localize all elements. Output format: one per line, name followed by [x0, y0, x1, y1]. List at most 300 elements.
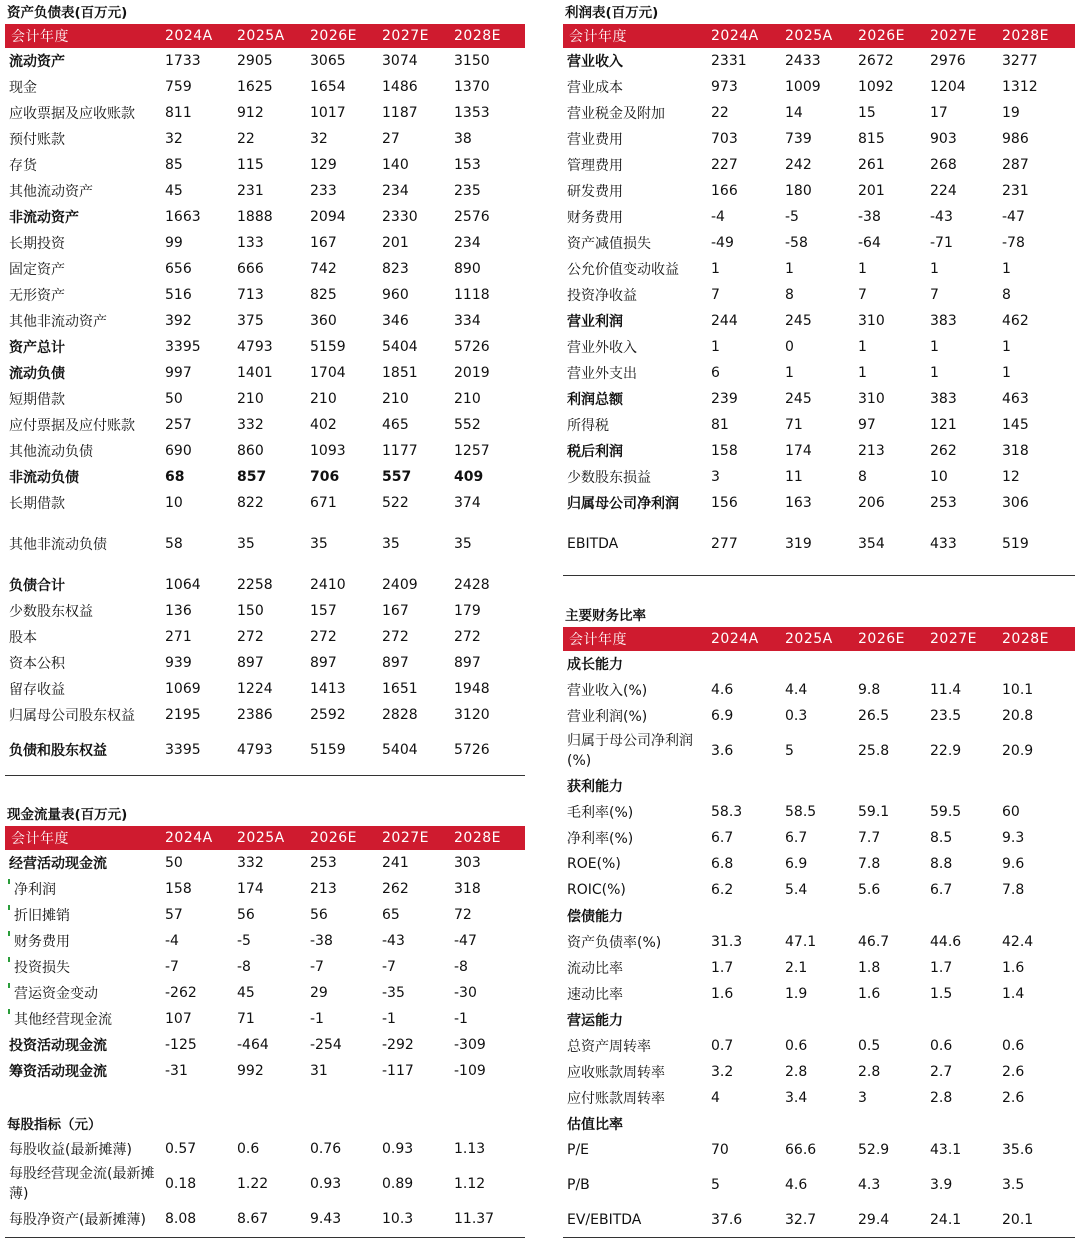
- value-cell: 253: [310, 855, 337, 871]
- table-row: [5, 1032, 525, 1058]
- value-cell: 1: [858, 365, 867, 381]
- value-cell: 32.7: [785, 1212, 817, 1228]
- value-cell: 140: [382, 157, 409, 173]
- value-cell: 121: [930, 417, 957, 433]
- value-cell: 2386: [237, 707, 273, 723]
- value-cell: 174: [785, 443, 812, 459]
- table-row: [563, 1033, 1075, 1059]
- row-label: 营业费用: [567, 132, 623, 148]
- value-cell: 903: [930, 131, 957, 147]
- value-cell: 29.4: [858, 1212, 890, 1228]
- table-row: [5, 928, 525, 954]
- value-cell: 8: [858, 469, 867, 485]
- value-cell: 68: [165, 469, 185, 485]
- table-row: [563, 464, 1075, 490]
- value-cell: 210: [382, 391, 409, 407]
- value-cell: [711, 903, 785, 929]
- row-label: 短期借款: [9, 392, 65, 408]
- table-row: [5, 1058, 525, 1084]
- value-cell: 71: [237, 1011, 255, 1027]
- value-cell: [785, 516, 858, 531]
- value-cell: 231: [237, 183, 264, 199]
- table-row: [563, 100, 1075, 126]
- income-statement-bottom-rule: [563, 575, 1075, 576]
- table-row: [5, 598, 525, 624]
- table-row: [5, 256, 525, 282]
- value-cell: 32: [310, 131, 328, 147]
- value-cell: 65: [382, 907, 400, 923]
- value-cell: 4.6: [785, 1177, 808, 1193]
- value-cell: 1654: [310, 79, 346, 95]
- value-cell: 201: [382, 235, 409, 251]
- row-label: [5, 516, 165, 531]
- value-cell: 815: [858, 131, 885, 147]
- value-cell: [930, 1007, 1002, 1033]
- value-cell: [1002, 1007, 1075, 1033]
- row-label: 投资净收益: [567, 288, 637, 304]
- value-cell: -43: [382, 933, 405, 949]
- value-cell: 346: [382, 313, 409, 329]
- value-cell: -78: [1002, 235, 1025, 251]
- value-cell: 81: [711, 417, 729, 433]
- value-cell: 25.8: [858, 743, 890, 759]
- value-cell: -4: [165, 933, 179, 949]
- per-share-section: [5, 1114, 525, 1232]
- value-cell: 2.7: [930, 1064, 953, 1080]
- value-cell: 822: [237, 495, 264, 511]
- value-cell: 0.93: [310, 1176, 342, 1192]
- table-row: [5, 702, 525, 728]
- value-cell: 992: [237, 1063, 264, 1079]
- table-row: [5, 334, 525, 360]
- per-share-title: 每股指标（元）: [7, 1117, 102, 1133]
- header-year-cell: 2025A: [237, 28, 285, 44]
- value-cell: 3065: [310, 53, 346, 69]
- row-label: 所得税: [567, 418, 609, 434]
- value-cell: 4793: [237, 339, 273, 355]
- value-cell: [711, 1111, 785, 1137]
- value-cell: 3120: [454, 707, 490, 723]
- value-cell: 1: [930, 365, 939, 381]
- value-cell: 174: [237, 881, 264, 897]
- header-year-cell: 2028E: [1002, 631, 1049, 647]
- value-cell: 60: [1002, 804, 1020, 820]
- table-row: [563, 1137, 1075, 1163]
- value-cell: 58.3: [711, 804, 743, 820]
- value-cell: 150: [237, 603, 264, 619]
- row-label: 营业外收入: [567, 340, 637, 356]
- value-cell: 2428: [454, 577, 490, 593]
- value-cell: 522: [382, 495, 409, 511]
- table-row: [5, 464, 525, 490]
- table-row: [5, 1206, 525, 1232]
- income-statement-title: 利润表(百万元): [565, 5, 659, 21]
- value-cell: 271: [165, 629, 192, 645]
- table-row: [5, 204, 525, 230]
- income-statement-section: [563, 2, 1075, 557]
- value-cell: 671: [310, 495, 337, 511]
- value-cell: 167: [382, 603, 409, 619]
- value-cell: 11.37: [454, 1211, 495, 1227]
- value-cell: 272: [454, 629, 481, 645]
- value-cell: -7: [382, 959, 396, 975]
- table-row: [563, 74, 1075, 100]
- value-cell: [382, 557, 454, 572]
- value-cell: [930, 651, 1002, 677]
- value-cell: 0.6: [237, 1141, 260, 1157]
- value-cell: 20.8: [1002, 708, 1034, 724]
- value-cell: 1.6: [1002, 960, 1025, 976]
- value-cell: 1948: [454, 681, 490, 697]
- value-cell: 2828: [382, 707, 418, 723]
- value-cell: 2410: [310, 577, 346, 593]
- value-cell: 241: [382, 855, 409, 871]
- value-cell: 4793: [237, 742, 273, 758]
- value-cell: -109: [454, 1063, 486, 1079]
- value-cell: 35: [454, 536, 472, 552]
- value-cell: 1: [1002, 339, 1011, 355]
- value-cell: 8: [785, 287, 794, 303]
- row-label: 长期投资: [9, 236, 65, 252]
- value-cell: 115: [237, 157, 264, 173]
- value-cell: 47.1: [785, 934, 817, 950]
- value-cell: -1: [454, 1011, 468, 1027]
- value-cell: 1: [711, 261, 720, 277]
- value-cell: [711, 651, 785, 677]
- value-cell: [785, 903, 858, 929]
- value-cell: 5159: [310, 742, 346, 758]
- header-row: [5, 24, 525, 48]
- row-label: 资产负债率(%): [567, 935, 662, 951]
- table-row: [563, 851, 1075, 877]
- income-statement-body: [563, 48, 1075, 557]
- value-cell: 3.2: [711, 1064, 734, 1080]
- value-cell: 0.76: [310, 1141, 342, 1157]
- value-cell: -125: [165, 1037, 197, 1053]
- value-cell: 742: [310, 261, 337, 277]
- value-cell: 1353: [454, 105, 490, 121]
- value-cell: 156: [711, 495, 738, 511]
- value-cell: 1064: [165, 577, 201, 593]
- value-cell: 59.5: [930, 804, 962, 820]
- value-cell: 7.7: [858, 830, 881, 846]
- value-cell: 38: [454, 131, 472, 147]
- value-cell: -5: [237, 933, 251, 949]
- value-cell: -38: [310, 933, 333, 949]
- value-cell: 22.9: [930, 743, 962, 759]
- table-row: [563, 955, 1075, 981]
- value-cell: 245: [785, 391, 812, 407]
- value-cell: -1: [310, 1011, 324, 1027]
- value-cell: 239: [711, 391, 738, 407]
- value-cell: [1002, 773, 1075, 799]
- header-row: [563, 627, 1075, 651]
- row-label: 偿债能力: [567, 909, 623, 925]
- value-cell: 1.5: [930, 986, 953, 1002]
- value-cell: 233: [310, 183, 337, 199]
- value-cell: 167: [310, 235, 337, 251]
- balance-sheet-table: [5, 24, 525, 772]
- value-cell: 986: [1002, 131, 1029, 147]
- value-cell: 4: [711, 1090, 720, 1106]
- value-cell: 7: [711, 287, 720, 303]
- value-cell: 3.5: [1002, 1177, 1025, 1193]
- row-label: 财务费用: [5, 928, 165, 954]
- value-cell: 50: [165, 855, 183, 871]
- value-cell: 213: [310, 881, 337, 897]
- table-row: [5, 230, 525, 256]
- value-cell: 1092: [858, 79, 894, 95]
- value-cell: 2019: [454, 365, 490, 381]
- value-cell: 99: [165, 235, 183, 251]
- header-year-cell: 2027E: [382, 28, 429, 44]
- value-cell: 245: [785, 313, 812, 329]
- value-cell: 7.8: [858, 856, 881, 872]
- value-cell: 46.7: [858, 934, 890, 950]
- value-cell: 1118: [454, 287, 490, 303]
- row-label: 股本: [9, 630, 37, 646]
- row-label: 总资产周转率: [567, 1039, 651, 1055]
- header-year-cell: 2024A: [711, 631, 759, 647]
- value-cell: 6.7: [785, 830, 808, 846]
- header-year-cell: 2026E: [310, 830, 357, 846]
- row-label: 营业收入: [567, 54, 623, 70]
- table-row: [5, 490, 525, 516]
- row-label: ROE(%): [567, 856, 621, 872]
- value-cell: [930, 516, 1002, 531]
- value-cell: 1888: [237, 209, 273, 225]
- row-label: 估值比率: [567, 1117, 623, 1133]
- value-cell: 1.4: [1002, 986, 1025, 1002]
- value-cell: 960: [382, 287, 409, 303]
- value-cell: 897: [454, 655, 481, 671]
- value-cell: 463: [1002, 391, 1029, 407]
- row-label: 应收票据及应收账款: [9, 106, 135, 122]
- value-cell: 433: [930, 536, 957, 552]
- value-cell: 3.9: [930, 1177, 953, 1193]
- value-cell: 713: [237, 287, 264, 303]
- value-cell: 857: [237, 469, 267, 485]
- value-cell: 973: [711, 79, 738, 95]
- value-cell: 59.1: [858, 804, 890, 820]
- value-cell: 666: [237, 261, 264, 277]
- table-row: [5, 48, 525, 74]
- value-cell: 27: [382, 131, 400, 147]
- value-cell: 825: [310, 287, 337, 303]
- value-cell: 1204: [930, 79, 966, 95]
- value-cell: 360: [310, 313, 337, 329]
- value-cell: -8: [237, 959, 251, 975]
- row-label: 每股收益(最新摊薄): [9, 1142, 132, 1158]
- value-cell: 318: [454, 881, 481, 897]
- value-cell: 179: [454, 603, 481, 619]
- row-label: P/E: [567, 1142, 590, 1158]
- row-label: ROIC(%): [567, 882, 626, 898]
- value-cell: 392: [165, 313, 192, 329]
- value-cell: -43: [930, 209, 953, 225]
- value-cell: -4: [711, 209, 725, 225]
- value-cell: 3: [858, 1090, 867, 1106]
- value-cell: 5: [711, 1177, 720, 1193]
- table-row: [563, 438, 1075, 464]
- value-cell: 180: [785, 183, 812, 199]
- value-cell: 57: [165, 907, 183, 923]
- value-cell: 6.7: [930, 882, 953, 898]
- row-label: 投资损失: [5, 954, 165, 980]
- table-row: [563, 386, 1075, 412]
- row-label: 营业外支出: [567, 366, 637, 382]
- value-cell: 465: [382, 417, 409, 433]
- table-row: [563, 308, 1075, 334]
- cash-flow-body: [5, 850, 525, 1084]
- value-cell: 6.9: [785, 856, 808, 872]
- value-cell: 56: [310, 907, 328, 923]
- value-cell: 997: [165, 365, 192, 381]
- row-label: 筹资活动现金流: [9, 1064, 107, 1080]
- row-label: 利润总额: [567, 392, 623, 408]
- value-cell: 234: [382, 183, 409, 199]
- income-statement-table: [563, 24, 1075, 557]
- value-cell: 9.8: [858, 682, 881, 698]
- value-cell: 23.5: [930, 708, 962, 724]
- row-label: 营运能力: [567, 1013, 623, 1029]
- value-cell: 1: [858, 261, 867, 277]
- value-cell: 6.7: [711, 830, 734, 846]
- value-cell: 52.9: [858, 1142, 890, 1158]
- value-cell: 1.6: [858, 986, 881, 1002]
- value-cell: [858, 651, 930, 677]
- value-cell: 1: [711, 339, 720, 355]
- value-cell: 2976: [930, 53, 966, 69]
- value-cell: 1017: [310, 105, 346, 121]
- table-row: [563, 981, 1075, 1007]
- value-cell: [930, 773, 1002, 799]
- value-cell: -47: [454, 933, 477, 949]
- table-row: [563, 825, 1075, 851]
- header-year-cell: 2027E: [930, 631, 977, 647]
- row-label: 应付票据及应付账款: [9, 418, 135, 434]
- value-cell: 2331: [711, 53, 747, 69]
- value-cell: 890: [454, 261, 481, 277]
- row-label: EV/EBITDA: [567, 1212, 642, 1228]
- value-cell: -5: [785, 209, 799, 225]
- table-row: [5, 282, 525, 308]
- ratios-title: 主要财务比率: [565, 608, 646, 624]
- value-cell: 354: [858, 536, 885, 552]
- value-cell: 1.6: [711, 986, 734, 1002]
- header-year-cell: 2026E: [858, 631, 905, 647]
- value-cell: 5.6: [858, 882, 881, 898]
- value-cell: [711, 516, 785, 531]
- table-row: [5, 850, 525, 876]
- row-label: 无形资产: [9, 288, 65, 304]
- balance-sheet-section: [5, 2, 525, 772]
- value-cell: 201: [858, 183, 885, 199]
- value-cell: 1663: [165, 209, 201, 225]
- value-cell: 163: [785, 495, 812, 511]
- value-cell: 2.8: [858, 1064, 881, 1080]
- value-cell: 462: [1002, 313, 1029, 329]
- value-cell: 1187: [382, 105, 418, 121]
- value-cell: 1069: [165, 681, 201, 697]
- value-cell: -254: [310, 1037, 342, 1053]
- value-cell: 42.4: [1002, 934, 1034, 950]
- table-row: [563, 1163, 1075, 1207]
- value-cell: 519: [1002, 536, 1029, 552]
- header-year-cell: 2024A: [165, 830, 213, 846]
- value-cell: [310, 516, 382, 531]
- value-cell: [785, 651, 858, 677]
- value-cell: 2576: [454, 209, 490, 225]
- value-cell: 7: [930, 287, 939, 303]
- value-cell: 10.3: [382, 1211, 414, 1227]
- row-label: 应付账款周转率: [567, 1091, 665, 1107]
- value-cell: 656: [165, 261, 192, 277]
- value-cell: 0.93: [382, 1141, 414, 1157]
- header-row: [5, 826, 525, 850]
- row-label: 税后利润: [567, 444, 623, 460]
- value-cell: 0.6: [930, 1038, 953, 1054]
- value-cell: -35: [382, 985, 405, 1001]
- value-cell: 262: [930, 443, 957, 459]
- value-cell: 3150: [454, 53, 490, 69]
- value-cell: 2.6: [1002, 1064, 1025, 1080]
- value-cell: 5159: [310, 339, 346, 355]
- value-cell: 1.7: [930, 960, 953, 976]
- row-label: 营业利润: [567, 314, 623, 330]
- row-label: 固定资产: [9, 262, 65, 278]
- value-cell: 2672: [858, 53, 894, 69]
- table-row: [5, 1162, 525, 1206]
- value-cell: [858, 516, 930, 531]
- value-cell: 1651: [382, 681, 418, 697]
- value-cell: 58.5: [785, 804, 817, 820]
- row-label: 财务费用: [567, 210, 623, 226]
- value-cell: 235: [454, 183, 481, 199]
- value-cell: -464: [237, 1037, 269, 1053]
- value-cell: 402: [310, 417, 337, 433]
- value-cell: 860: [237, 443, 264, 459]
- value-cell: 6.9: [711, 708, 734, 724]
- table-row: [5, 1006, 525, 1032]
- row-label: 长期借款: [9, 496, 65, 512]
- value-cell: 12: [1002, 469, 1020, 485]
- value-cell: 244: [711, 313, 738, 329]
- table-row: [5, 152, 525, 178]
- value-cell: 50: [165, 391, 183, 407]
- value-cell: 739: [785, 131, 812, 147]
- value-cell: -117: [382, 1063, 414, 1079]
- value-cell: [858, 773, 930, 799]
- value-cell: 14: [785, 105, 803, 121]
- cash-flow-table: [5, 826, 525, 1084]
- row-label: 少数股东权益: [9, 604, 93, 620]
- table-row: [5, 531, 525, 557]
- value-cell: 1224: [237, 681, 273, 697]
- value-cell: -64: [858, 235, 881, 251]
- value-cell: 37.6: [711, 1212, 743, 1228]
- value-cell: -30: [454, 985, 477, 1001]
- value-cell: [1002, 903, 1075, 929]
- header-year-cell: 2025A: [785, 28, 833, 44]
- header-year-cell: 2028E: [454, 830, 501, 846]
- table-row: [5, 876, 525, 902]
- row-label: 流动负债: [9, 366, 65, 382]
- value-cell: 897: [382, 655, 409, 671]
- value-cell: [785, 773, 858, 799]
- value-cell: 552: [454, 417, 481, 433]
- value-cell: 97: [858, 417, 876, 433]
